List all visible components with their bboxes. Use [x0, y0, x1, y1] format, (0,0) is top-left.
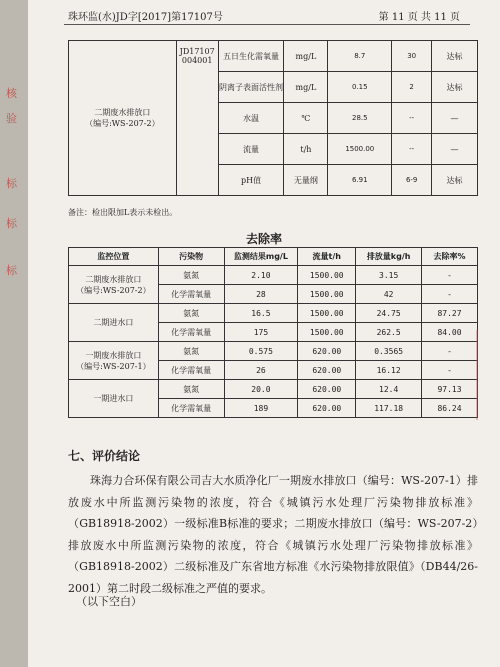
- unit: t/h: [284, 134, 328, 165]
- flow: 620.00: [298, 361, 356, 380]
- pollutant: 化学需氧量: [158, 361, 224, 380]
- test-item: pH值: [218, 165, 284, 196]
- test-item: 流量: [218, 134, 284, 165]
- result: 2.10: [224, 266, 298, 285]
- table-row: [69, 380, 478, 399]
- unit: mg/L: [284, 41, 328, 72]
- pollutant: 氨氮: [158, 266, 224, 285]
- result: 6.91: [328, 165, 392, 196]
- result: 28.5: [328, 103, 392, 134]
- sampling-location: 二期废水排放口 （编号:WS-207-2）: [69, 41, 177, 196]
- seal-edge: [476, 330, 498, 420]
- blank-below-note: （以下空白）: [76, 595, 142, 608]
- conclusion-paragraph: 珠海力合环保有限公司吉大水质净化厂一期废水排放口（编号：WS-207-1）排放废水中所监测污染物的浓度，符合《城镇污水处理厂污染物排放标准》（GB18918-2002）一级标准B标准的要求；二期废水排放口（编号：WS-207-2）排放废水中所监测污染物的浓度，符合《城镇污水处理厂污染物排放标准》（GB18918-2002）二级标准及广东省地方标准《水污染物排放限值》（DB44/26-2001）第二时段二级标准之严值的要求。: [68, 474, 478, 595]
- conclusion-heading: 七、评价结论: [68, 449, 141, 463]
- unit: 无量纲: [284, 165, 328, 196]
- emission: 42: [356, 285, 422, 304]
- result: 1500.00: [328, 134, 392, 165]
- result: 8.7: [328, 41, 392, 72]
- limit: --: [392, 134, 432, 165]
- emission: 0.3565: [356, 342, 422, 361]
- monitoring-location: 二期废水排放口 （编号:WS-207-2）: [69, 266, 159, 304]
- pollutant: 化学需氧量: [158, 399, 224, 418]
- monitoring-location: 一期进水口: [69, 380, 159, 418]
- pollutant: 氨氮: [158, 304, 224, 323]
- side-mark: 验: [6, 112, 17, 125]
- side-mark: 标: [6, 217, 17, 230]
- removal-rate: 87.27: [422, 304, 478, 323]
- limit: 6-9: [392, 165, 432, 196]
- result: 175: [224, 323, 298, 342]
- column-header: 去除率%: [422, 248, 478, 266]
- table-row: [69, 342, 478, 361]
- column-header: 排放量kg/h: [356, 248, 422, 266]
- flow: 620.00: [298, 380, 356, 399]
- pollutant: 氨氮: [158, 380, 224, 399]
- monitoring-location: 二期进水口: [69, 304, 159, 342]
- table-row: [69, 41, 478, 72]
- verdict: —: [432, 103, 478, 134]
- result: 0.15: [328, 72, 392, 103]
- removal-rate: -: [422, 285, 478, 304]
- result: 26: [224, 361, 298, 380]
- removal-rate: 97.13: [422, 380, 478, 399]
- pollutant: 化学需氧量: [158, 323, 224, 342]
- removal-rate: 84.00: [422, 323, 478, 342]
- emission: 117.18: [356, 399, 422, 418]
- flow: 1500.00: [298, 323, 356, 342]
- column-header: 监控位置: [69, 248, 159, 266]
- flow: 1500.00: [298, 266, 356, 285]
- emission: 16.12: [356, 361, 422, 380]
- table-header-row: [69, 248, 478, 266]
- limit: --: [392, 103, 432, 134]
- removal-rate: 86.24: [422, 399, 478, 418]
- removal-rate: -: [422, 361, 478, 380]
- side-mark: 核: [6, 87, 17, 100]
- document-page: [28, 0, 500, 667]
- unit: mg/L: [284, 72, 328, 103]
- emission: 12.4: [356, 380, 422, 399]
- header-rule: [64, 24, 470, 25]
- monitoring-results-table: [68, 40, 478, 196]
- flow: 620.00: [298, 342, 356, 361]
- removal-rate: -: [422, 266, 478, 285]
- flow: 1500.00: [298, 304, 356, 323]
- document-number: 珠环监(水)JD字[2017]第17107号: [68, 12, 223, 23]
- previous-page-edge: [0, 0, 29, 667]
- column-header: 流量t/h: [298, 248, 356, 266]
- test-item: 阴离子表面活性剂: [218, 72, 284, 103]
- test-item: 五日生化需氧量: [218, 41, 284, 72]
- pollutant: 氨氮: [158, 342, 224, 361]
- removal-rate-title: 去除率: [245, 232, 282, 246]
- table-row: [69, 266, 478, 285]
- side-mark: 标: [6, 177, 17, 190]
- emission: 24.75: [356, 304, 422, 323]
- verdict: 达标: [432, 41, 478, 72]
- result: 16.5: [224, 304, 298, 323]
- emission: 262.5: [356, 323, 422, 342]
- removal-rate: -: [422, 342, 478, 361]
- monitoring-location: 一期废水排放口 （编号:WS-207-1）: [69, 342, 159, 380]
- result: 28: [224, 285, 298, 304]
- verdict: 达标: [432, 165, 478, 196]
- page-number: 第 11 页 共 11 页: [378, 12, 460, 23]
- sample-id: JD17107 004001: [176, 41, 218, 196]
- removal-rate-table: [68, 247, 478, 418]
- limit: 30: [392, 41, 432, 72]
- table-row: [69, 304, 478, 323]
- emission: 3.15: [356, 266, 422, 285]
- pollutant: 化学需氧量: [158, 285, 224, 304]
- verdict: 达标: [432, 72, 478, 103]
- verdict: —: [432, 134, 478, 165]
- table-note: 备注：检出限加L表示未检出。: [68, 208, 178, 217]
- unit: ℃: [284, 103, 328, 134]
- flow: 1500.00: [298, 285, 356, 304]
- result: 189: [224, 399, 298, 418]
- result: 0.575: [224, 342, 298, 361]
- side-mark: 标: [6, 264, 17, 277]
- column-header: 污染物: [158, 248, 224, 266]
- limit: 2: [392, 72, 432, 103]
- result: 20.0: [224, 380, 298, 399]
- column-header: 监测结果mg/L: [224, 248, 298, 266]
- flow: 620.00: [298, 399, 356, 418]
- test-item: 水温: [218, 103, 284, 134]
